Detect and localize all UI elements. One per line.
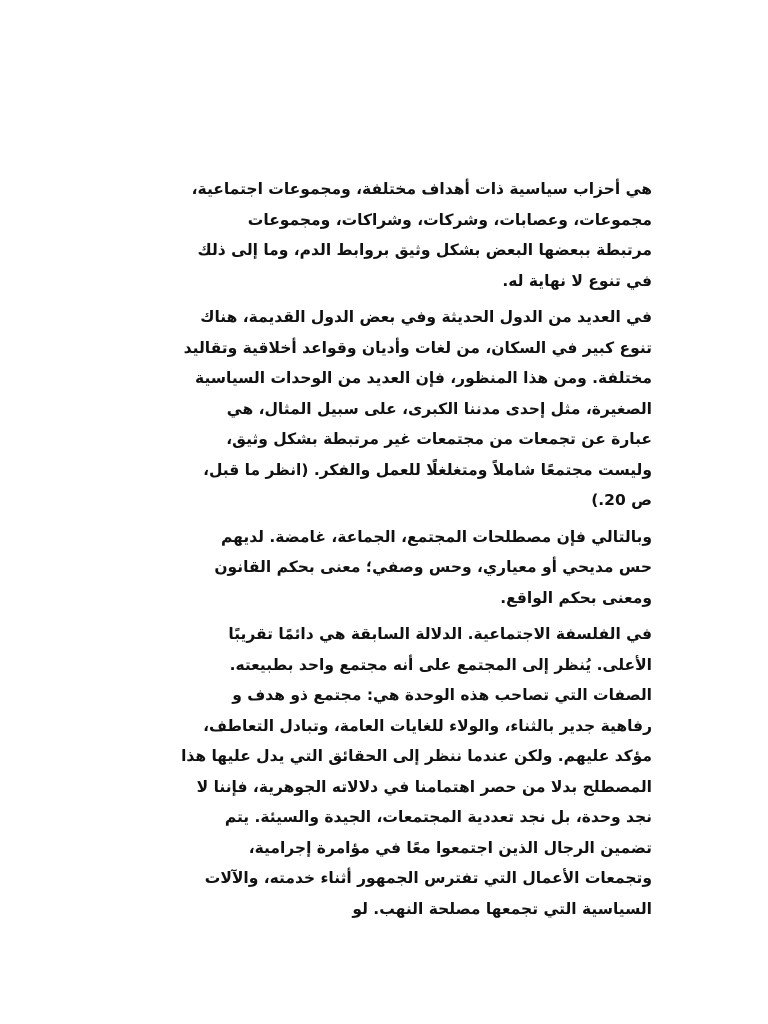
paragraph-2	[112, 302, 652, 516]
text-line: هي أحزاب سياسية ذات أهداف مختلفة، ومجموعات اجتماعية،	[191, 180, 652, 198]
document-body	[112, 174, 652, 930]
paragraph-1	[112, 174, 652, 296]
text-line: ص 20.)	[591, 491, 652, 509]
text-line: وليست مجتمعًا شاملاً ومتغلغلًا للعمل والفكر. (انظر ما قبل،	[203, 460, 652, 479]
text-line: المصطلح بدلا من حصر اهتمامنا في دلالاته الجوهرية، فإننا لا	[196, 777, 652, 796]
text-line: وتجمعات الأعمال التي تفترس الجمهور أثناء خدمته، والآلات	[204, 869, 652, 887]
text-line: عبارة عن تجمعات من مجتمعات غير مرتبطة بشكل وثيق،	[226, 430, 652, 448]
text-line: ومعنى بحكم الواقع.	[500, 588, 652, 607]
paragraph-3	[112, 522, 652, 614]
text-line: في تنوع لا نهاية له.	[502, 271, 652, 290]
text-line: الأعلى. يُنظر إلى المجتمع على أنه مجتمع واحد بطبيعته.	[229, 655, 652, 674]
text-line: رفاهية جدير بالثناء، والولاء للغايات العامة، وتبادل التعاطف،	[203, 716, 652, 735]
text-line: مجموعات، وعصابات، وشركات، وشراكات، ومجموعات	[247, 210, 652, 229]
text-line: نجد وحدة، بل نجد تعددية المجتمعات، الجيدة والسيئة. يتم	[224, 808, 652, 826]
text-line: في العديد من الدول الحديثة وفي بعض الدول القديمة، هناك	[200, 308, 652, 326]
text-line: مختلفة. ومن هذا المنظور، فإن العديد من الوحدات السياسية	[195, 369, 652, 387]
paragraph-4	[112, 619, 652, 924]
text-line: تضمين الرجال الذين اجتمعوا معًا في مؤامرة إجرامية،	[248, 838, 652, 857]
text-line: في الفلسفة الاجتماعية. الدلالة السابقة هي دائمًا تقريبًا	[228, 625, 652, 643]
text-line: السياسية التي تجمعها مصلحة النهب. لو	[352, 899, 652, 918]
text-line: وبالتالي فإن مصطلحات المجتمع، الجماعة، غامضة. لديهم	[220, 527, 652, 546]
text-line: تنوع كبير في السكان، من لغات وأديان وقواعد أخلاقية وتقاليد	[183, 338, 652, 357]
text-line: حس مديحي أو معياري، وحس وصفي؛ معنى بحكم القانون	[214, 558, 652, 576]
text-line: الصغيرة، مثل إحدى مدننا الكبرى، على سبيل المثال، هي	[226, 399, 652, 418]
text-line: مؤكد عليهم. ولكن عندما ننظر إلى الحقائق التي يدل عليها هذا	[181, 747, 652, 765]
text-line: الصفات التي تصاحب هذه الوحدة هي: مجتمع ذو هدف و	[232, 686, 652, 704]
text-line: مرتبطة ببعضها البعض بشكل وثيق بروابط الدم، وما إلى ذلك	[197, 241, 652, 259]
